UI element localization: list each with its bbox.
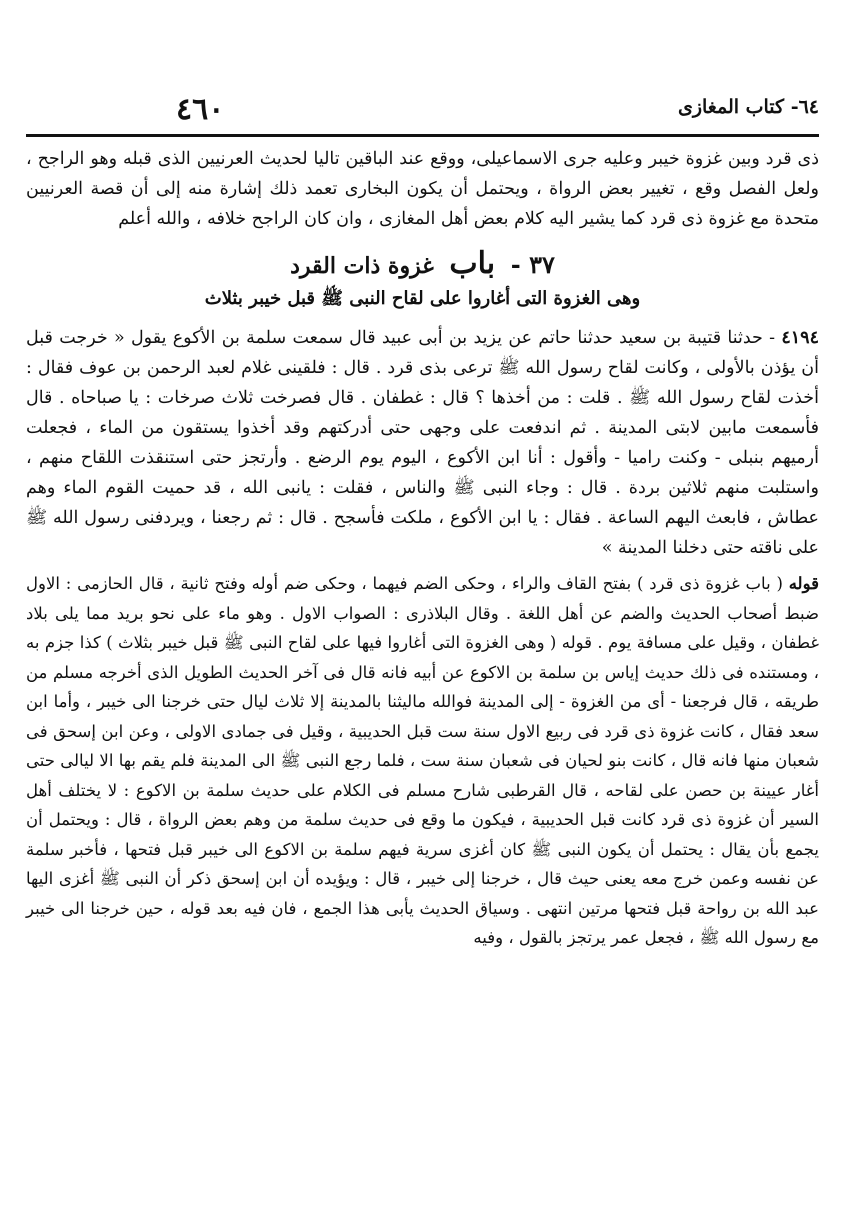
hadith-paragraph [26,323,819,563]
chapter-bab-label: باب [449,246,496,281]
chapter-title: غزوة ذات القرد [290,253,434,279]
chapter-number: ٣٧ - [510,250,555,279]
commentary-text: ( باب غزوة ذى قرد ) بفتح القاف والراء ، وحكى الضم فيهما ، وحكى ضم أوله وفتح ثانية ، قال الحازمى : الاول ضبط أصحاب الحديث والضم عن أهل اللغة . وقال البلاذرى : الصواب الاول . وهو ماء على نحو بريد مما يلى بلاد غطفان ، وقيل على مسافة يوم . قوله ( وهى الغزوة التى أغاروا فيها على لقاح النبى ﷺ قبل خيبر بثلاث ) كذا جزم به ، ومستنده فى ذلك حديث إياس بن سلمة بن الاكوع عن أبيه فانه قال فى آخر الحديث الطويل الذى أخرجه مسلم من طريقه ، قال فرجعنا - أى من الغزوة - إلى المدينة فوالله ماليثنا بالمدينة إلا ثلاث ليال حتى خرجنا الى خيبر ، وأما ابن سعد فقال ، كانت غزوة ذى قرد فى ربيع الاول سنة ست قبل الحديبية ، وقيل فى جمادى الاولى ، وعن ابن إسحق فى شعبان منها فانه قال ، كانت بنو لحيان فى شعبان سنة ست ، فلما رجع النبى ﷺ الى المدينة فلم يقم بها الا ليالى حتى أغار عيينة بن حصن على لقاحه ، قال القرطبى شارح مسلم فى الكلام على حديث سلمة بن الاكوع : لا يختلف أهل السير أن غزوة ذى قرد كانت قبل الحديبية ، فيكون ما وقع فى حديث سلمة من وهم بعض الرواة ، قال : ويحتمل أن يجمع بأن يقال : يحتمل أن يكون النبى ﷺ كان أغزى سرية فيهم سلمة بن الاكوع الى خيبر قبل فتحها ، فأخبر سلمة عن نفسه وعمن خرج معه يعنى حيث قال ، خرجنا إلى خيبر ، قال : ويؤيده أن ابن إسحق ذكر أن النبى ﷺ أغزى اليها عبد الله بن رواحة قبل فتحها مرتين انتهى . وسياق الحديث يأبى هذا الجمع ، فان فيه بعد قوله ، حين خرجنا الى خيبر مع رسول الله ﷺ ، فجعل عمر يرتجز بالقول ، وفيه [26,574,819,947]
chapter-subtitle: وهى الغزوة التى أغاروا على لقاح النبى ﷺ قبل خيبر بثلاث [204,288,641,309]
page-number: ٤٦٠ [176,92,225,127]
hadith-text: - حدثنا قتيبة بن سعيد حدثنا حاتم عن يزيد بن أبى عبيد قال سمعت سلمة بن الأكوع يقول « خرجت قبل أن يؤذن بالأولى ، وكانت لقاح رسول الله ﷺ ترعى بذى قرد . قال : فلقينى غلام لعبد الرحمن بن عوف فقال : أخذت لقاح رسول الله ﷺ . قلت : من أخذها ؟ قال : غطفان . قال فصرخت ثلاث صرخات : يا صباحاه . قال فأسمعت مابين لابتى المدينة . ثم اندفعت على وجهى حتى أدركتهم وقد أخذوا يستقون من الماء ، فجعلت أرميهم بنبلى - وكنت راميا - وأقول : أنا ابن الأكوع ، اليوم يوم الرضع . وأرتجز حتى استنقذت اللقاح منهم ، واستلبت منهم ثلاثين بردة . قال : وجاء النبى ﷺ والناس ، فقلت : يانبى الله ، قد حميت القوم الماء وهم عطاش ، فابعث اليهم الساعة . فقال : يا ابن الأكوع ، ملكت فأسجح . قال : ثم رجعنا ، ويردفنى رسول الله ﷺ على ناقته حتى دخلنا المدينة » [26,328,819,558]
running-title: ٦٤- كتاب المغازى [677,96,819,118]
intro-paragraph: ذى قرد وبين غزوة خيبر وعليه جرى الاسماعيلى، ووقع عند الباقين تاليا لحديث العرنيين الذى قبله وهو الراجح ، ولعل الفصل وقع ، تغيير بعض الرواة ، ويحتمل أن يكون البخارى تعمد ذلك إشارة منه إلى أن قصة العرنيين متحدة مع غزوة ذى قرد كما يشير اليه كلام بعض أهل المغازى ، وان كان الراجح خلافه ، والله أعلم [26,149,819,229]
commentary-paragraph [26,569,819,953]
commentary-lead: قوله [788,574,819,593]
chapter-heading [26,246,819,281]
hadith-number: ٤١٩٤ [781,328,819,348]
header-rule [26,134,819,137]
page-body [26,144,819,955]
page-header [26,82,819,130]
